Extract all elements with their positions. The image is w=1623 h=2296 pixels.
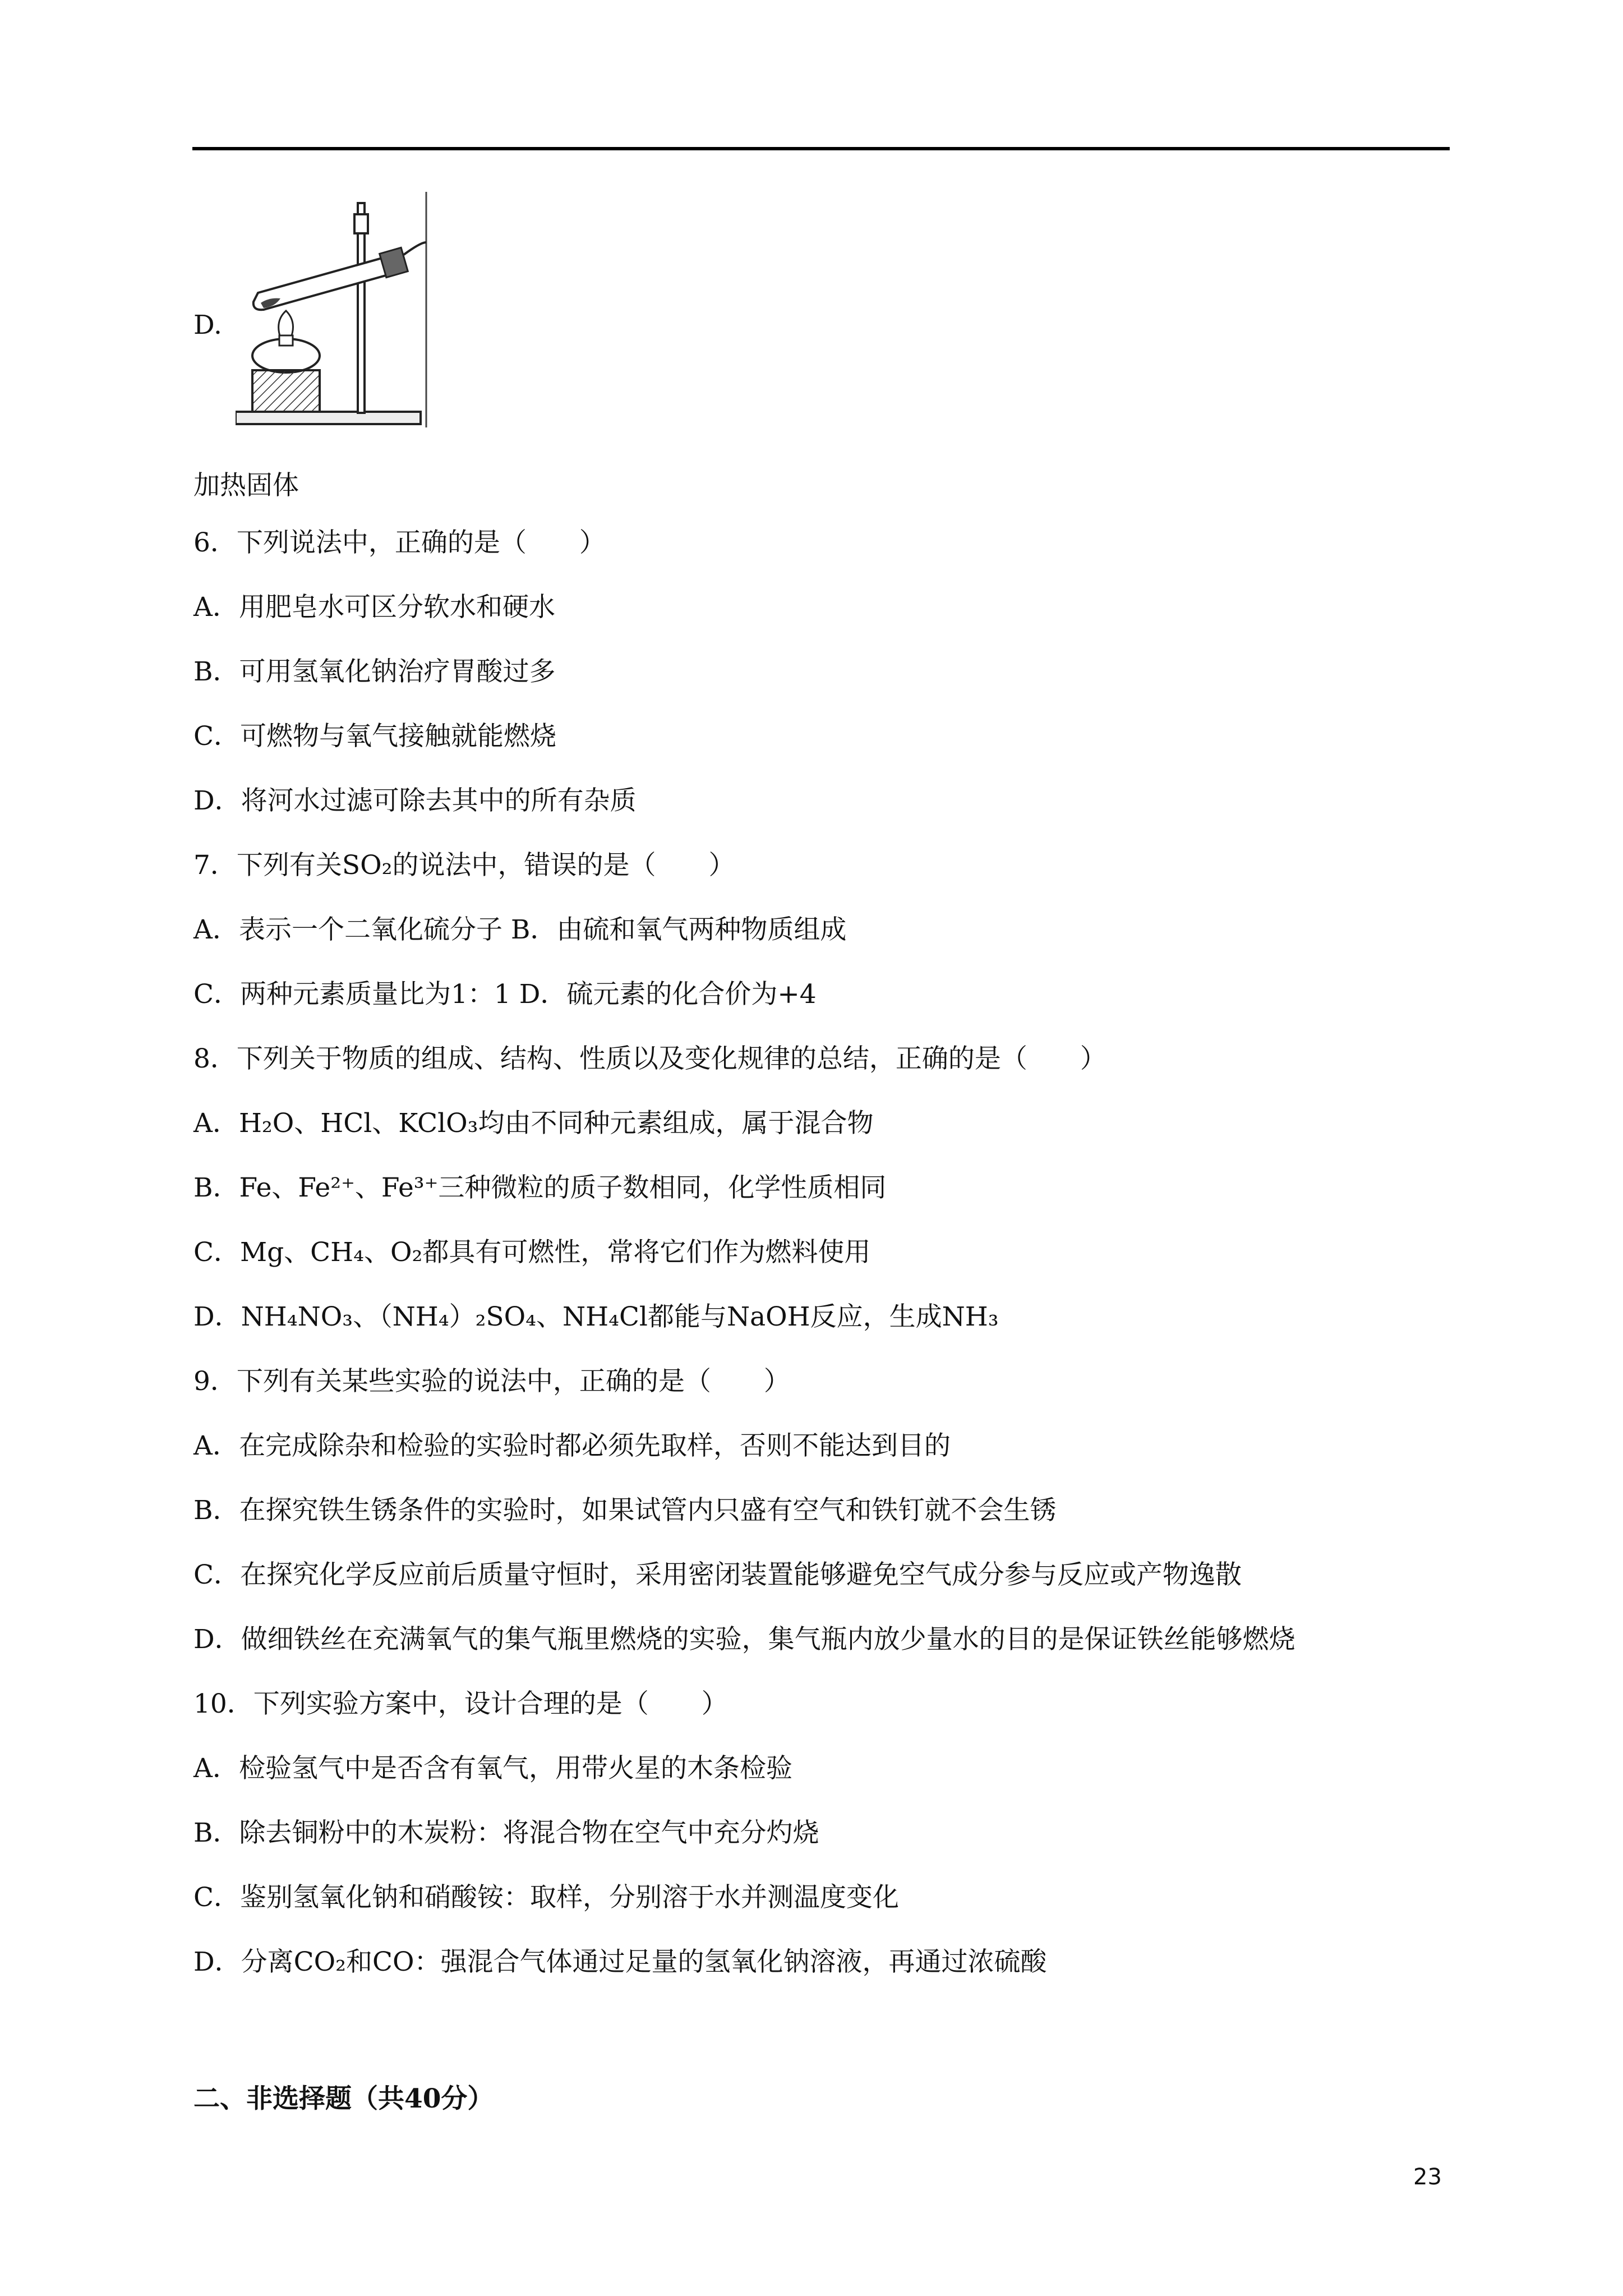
question-8-option-d: D．NH₄NO₃、（NH₄）₂SO₄、NH₄Cl都能与NaOH反应，生成NH₃ [193, 1301, 999, 1332]
question-8-stem: 8．下列关于物质的组成、结构、性质以及变化规律的总结，正确的是（ ） [193, 1043, 1106, 1074]
question-10-option-c: C．鉴别氢氧化钠和硝酸铵：取样，分别溶于水并测温度变化 [193, 1882, 899, 1913]
question-10-option-d: D．分离CO₂和CO：强混合气体通过足量的氢氧化钠溶液，再通过浓硫酸 [193, 1947, 1047, 1977]
question-10-option-b: B．除去铜粉中的木炭粉：将混合物在空气中充分灼烧 [193, 1818, 819, 1848]
figure-caption: 加热固体 [193, 470, 299, 501]
question-10-stem: 10．下列实验方案中，设计合理的是（ ） [193, 1688, 728, 1719]
question-8-option-c: C．Mg、CH₄、O₂都具有可燃性，常将它们作为燃料使用 [193, 1237, 871, 1268]
question-9-option-b: B．在探究铁生锈条件的实验时，如果试管内只盛有空气和铁钉就不会生锈 [193, 1495, 1057, 1526]
page-number: 23 [1413, 2164, 1442, 2190]
question-9-option-a: A．在完成除杂和检验的实验时都必须先取样，否则不能达到目的 [193, 1430, 951, 1461]
heating-solid-apparatus-figure [236, 192, 430, 433]
question-8-option-b: B．Fe、Fe²⁺、Fe³⁺三种微粒的质子数相同，化学性质相同 [193, 1172, 887, 1203]
question-9-option-d: D．做细铁丝在充满氧气的集气瓶里燃烧的实验，集气瓶内放少量水的目的是保证铁丝能够燃烧 [193, 1624, 1295, 1655]
figure-option-label: D. [193, 310, 222, 341]
question-10-option-a: A．检验氢气中是否含有氧气，用带火星的木条检验 [193, 1753, 792, 1784]
section-title: 二、非选择题（共40分） [193, 2083, 494, 2114]
question-8-option-a: A．H₂O、HCl、KClO₃均由不同种元素组成，属于混合物 [193, 1108, 874, 1139]
question-6-option-c: C．可燃物与氧气接触就能燃烧 [193, 721, 556, 752]
question-7-stem: 7．下列有关SO₂的说法中，错误的是（ ） [193, 850, 735, 881]
question-6-option-d: D．将河水过滤可除去其中的所有杂质 [193, 785, 637, 816]
question-6-option-a: A．用肥皂水可区分软水和硬水 [193, 592, 555, 623]
question-9-option-c: C．在探究化学反应前后质量守恒时，采用密闭装置能够避免空气成分参与反应或产物逸散 [193, 1559, 1242, 1590]
question-6-stem: 6．下列说法中，正确的是（ ） [193, 527, 606, 558]
header-rule [192, 147, 1450, 150]
question-7-options-cd: C．两种元素质量比为1：1 D．硫元素的化合价为+4 [193, 979, 817, 1010]
question-7-options-ab: A．表示一个二氧化硫分子 B．由硫和氧气两种物质组成 [193, 914, 847, 945]
question-9-stem: 9．下列有关某些实验的说法中，正确的是（ ） [193, 1366, 790, 1397]
question-6-option-b: B．可用氢氧化钠治疗胃酸过多 [193, 656, 556, 687]
